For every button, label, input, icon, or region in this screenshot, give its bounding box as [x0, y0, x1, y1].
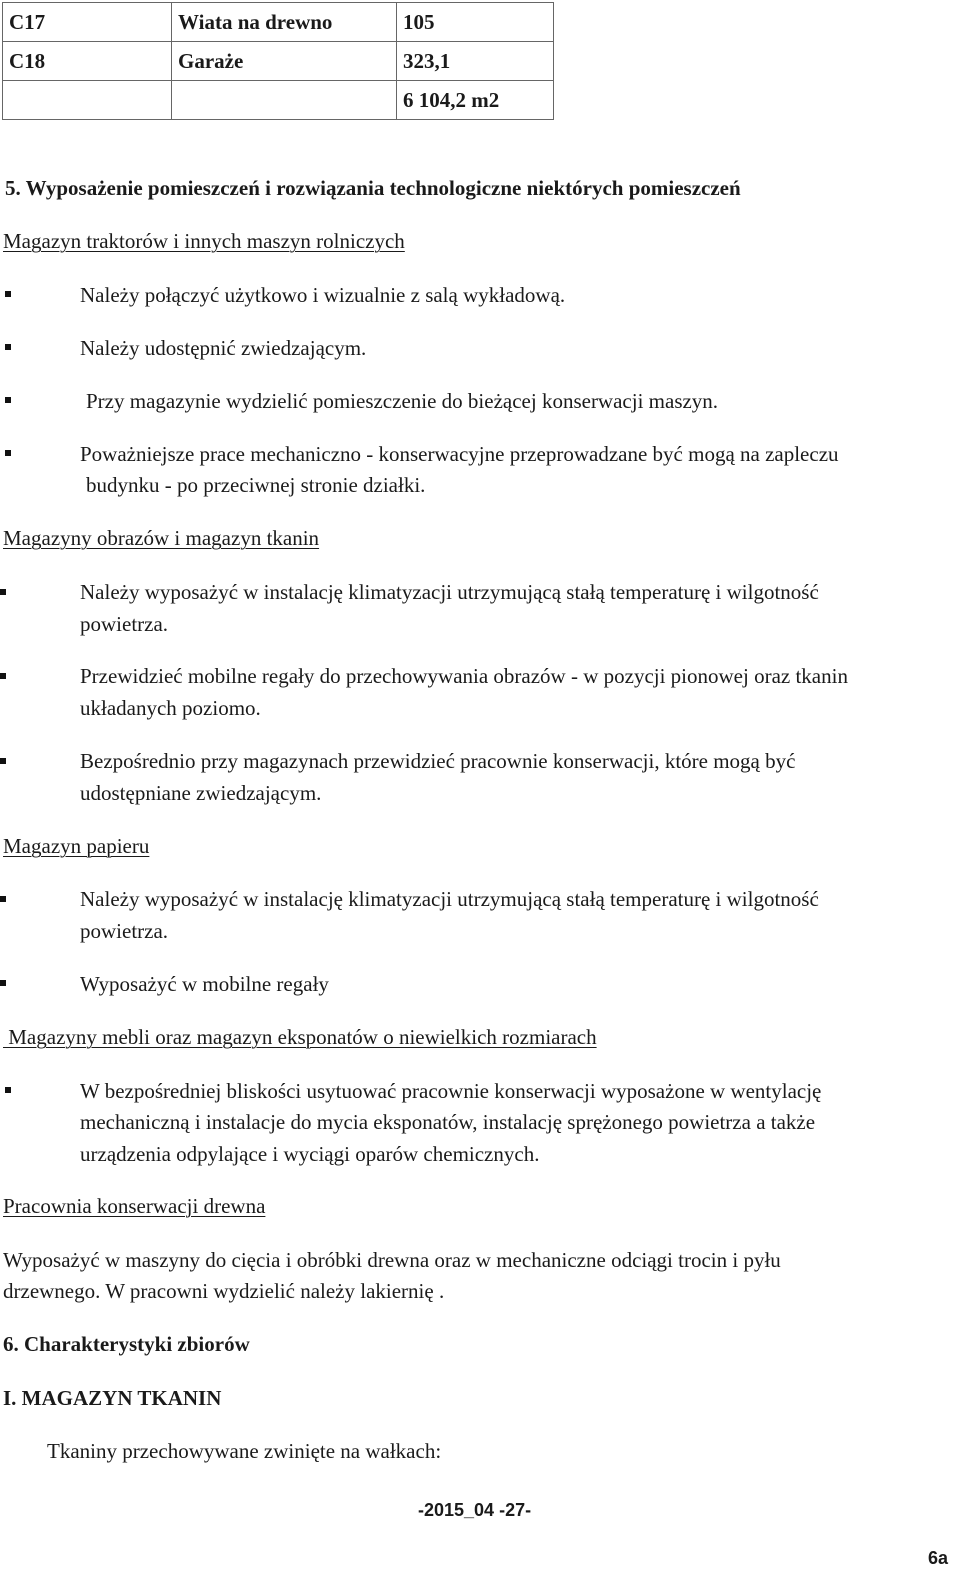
table-cell — [3, 81, 172, 120]
list-item: Należy połączyć użytkowo i wizualnie z salą wykładową. — [80, 283, 566, 307]
bullet-icon — [5, 1087, 11, 1093]
table-row — [3, 42, 554, 81]
list-item-continuation: budynku - po przeciwnej stronie działki. — [86, 473, 426, 497]
table-cell: Wiata na drewno — [172, 3, 397, 42]
table-cell: Garaże — [172, 42, 397, 81]
list-item-continuation: powietrza. — [80, 612, 169, 636]
bullet-icon — [0, 673, 6, 679]
section-6-title: 6. Charakterystyki zbiorów — [3, 1332, 250, 1356]
table-cell: 6 104,2 m2 — [397, 81, 554, 120]
heading-magazyn-traktorow: Magazyn traktorów i innych maszyn rolniczych — [3, 229, 405, 253]
list-item-continuation: układanych poziomo. — [80, 696, 261, 720]
list-item-continuation: udostępniane zwiedzającym. — [80, 781, 322, 805]
list-item-continuation: mechaniczną i instalacje do mycia eksponatów, instalację sprężonego powietrza a także — [80, 1110, 816, 1134]
table-cell — [172, 81, 397, 120]
list-item: W bezpośredniej bliskości usytuować pracownie konserwacji wyposażone w wentylację — [80, 1079, 822, 1103]
list-item: Należy wyposażyć w instalację klimatyzacji utrzymującą stałą temperaturę i wilgotność — [80, 887, 819, 911]
table-row — [3, 3, 554, 42]
table-cell: 323,1 — [397, 42, 554, 81]
list-item: Bezpośrednio przy magazynach przewidzieć pracownie konserwacji, które mogą być — [80, 749, 796, 773]
bullet-icon — [5, 450, 11, 456]
bullet-icon — [5, 397, 11, 403]
table-row — [3, 81, 554, 120]
list-item-continuation: powietrza. — [80, 919, 169, 943]
tkaniny-line: Tkaniny przechowywane zwinięte na wałkach: — [47, 1439, 442, 1463]
heading-magazyn-papieru: Magazyn papieru — [3, 834, 150, 858]
list-item: Wyposażyć w mobilne regały — [80, 972, 329, 996]
area-table — [2, 2, 554, 120]
bullet-icon — [5, 291, 11, 297]
table-cell: C18 — [3, 42, 172, 81]
bullet-icon — [0, 980, 6, 986]
list-item: Przewidzieć mobilne regały do przechowywania obrazów - w pozycji pionowej oraz tkanin — [80, 664, 848, 688]
list-item-continuation: urządzenia odpylające i wyciągi oparów chemicznych. — [80, 1142, 540, 1166]
paragraph-line: Wyposażyć w maszyny do cięcia i obróbki drewna oraz w mechaniczne odciągi trocin i pyłu — [3, 1248, 781, 1272]
bullet-icon — [0, 758, 6, 764]
table-cell: C17 — [3, 3, 172, 42]
heading-pracownia-drewna: Pracownia konserwacji drewna — [3, 1194, 266, 1218]
heading-magazyny-obrazow: Magazyny obrazów i magazyn tkanin — [3, 526, 320, 550]
bullet-icon — [0, 896, 6, 902]
table-cell: 105 — [397, 3, 554, 42]
bullet-icon — [0, 589, 6, 595]
bullet-icon — [5, 344, 11, 350]
list-item: Przy magazynie wydzielić pomieszczenie do bieżącej konserwacji maszyn. — [86, 389, 719, 413]
section-5-title: 5. Wyposażenie pomieszczeń i rozwiązania technologiczne niektórych pomieszczeń — [5, 176, 741, 200]
heading-magazyny-mebli: Magazyny mebli oraz magazyn eksponatów o niewielkich rozmiarach — [3, 1025, 597, 1049]
list-item: Należy wyposażyć w instalację klimatyzacji utrzymującą stałą temperaturę i wilgotność — [80, 580, 819, 604]
page-tag: 6a — [928, 1548, 949, 1568]
paragraph-line: drzewnego. W pracowni wydzielić należy lakiernię . — [3, 1279, 445, 1303]
section-I-title: I. MAGAZYN TKANIN — [3, 1386, 222, 1410]
list-item: Należy udostępnić zwiedzającym. — [80, 336, 367, 360]
footer-date: -2015_04 -27- — [418, 1500, 532, 1520]
list-item: Poważniejsze prace mechaniczno - konserwacyjne przeprowadzane być mogą na zapleczu — [80, 442, 839, 466]
